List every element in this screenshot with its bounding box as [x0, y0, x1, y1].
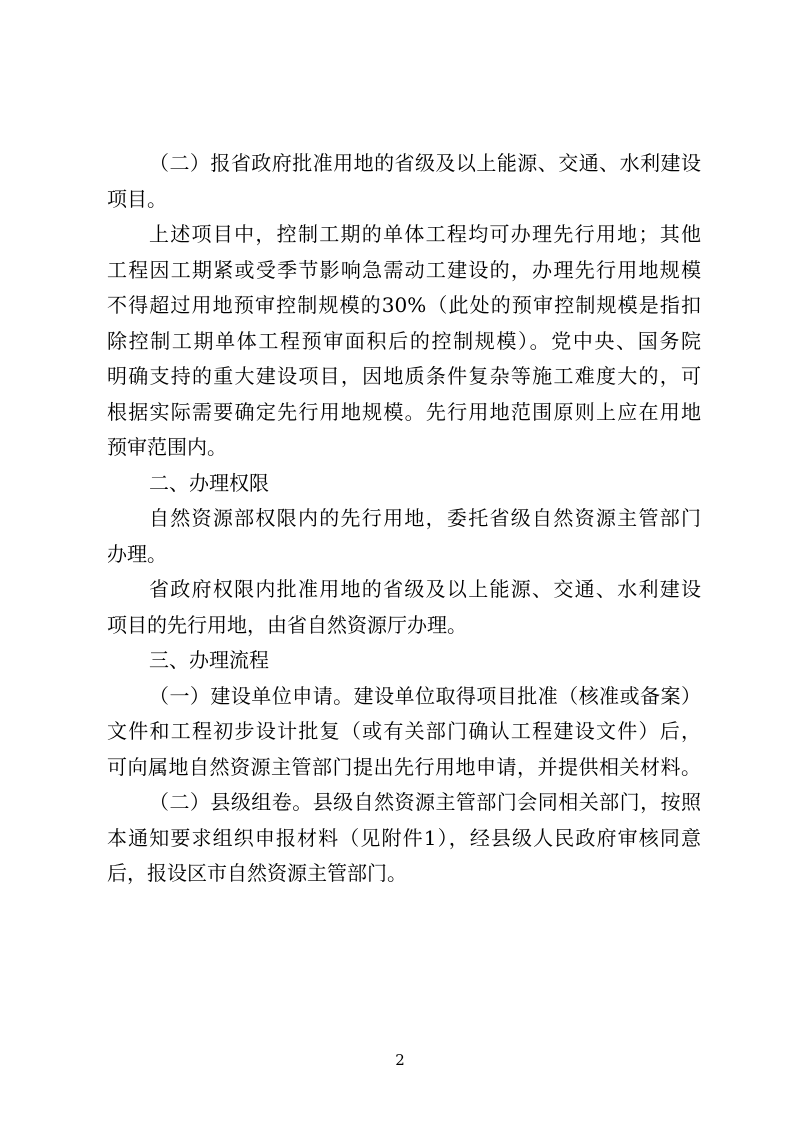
text-line: 后，报设区市自然资源主管部门。 [107, 861, 407, 885]
text-line: 上述项目中，控制工期的单体工程均可办理先行用地；其他 [149, 222, 701, 246]
paragraph-approval-projects [107, 146, 701, 217]
text-line: 本通知要求组织申报材料（见附件1），经县级人民政府审核同意 [107, 825, 701, 850]
text-line: 办理。 [107, 541, 167, 566]
section-heading-authority [107, 466, 701, 502]
paragraph-applicant-request [107, 679, 701, 786]
paragraph-ministry-authority [107, 501, 701, 572]
text-line: 工程因工期紧或受季节影响急需动工建设的，办理先行用地规模 [107, 257, 701, 282]
text-line: 项目。 [107, 186, 167, 211]
paragraph-scale-rules [107, 217, 701, 466]
text-line: 自然资源部权限内的先行用地，委托省级自然资源主管部门 [149, 506, 701, 530]
text-line: （二）县级组卷。县级自然资源主管部门会同相关部门，按照 [149, 790, 701, 814]
section-heading: 二、办理权限 [149, 470, 269, 495]
text-line: 可向属地自然资源主管部门提出先行用地申请，并提供相关材料。 [107, 754, 701, 779]
section-heading-process [107, 643, 701, 679]
paragraph-province-authority [107, 572, 701, 643]
text-line: （一）建设单位申请。建设单位取得项目批准（核准或备案） [149, 683, 701, 708]
text-line: （二）报省政府批准用地的省级及以上能源、交通、水利建设 [149, 151, 701, 175]
text-line: 项目的先行用地，由省自然资源厅办理。 [107, 612, 467, 637]
text-line: 文件和工程初步设计批复（或有关部门确认工程建设文件）后， [107, 719, 701, 743]
page-number: 2 [395, 1051, 405, 1069]
paragraph-county-filing [107, 785, 701, 892]
text-line: 不得超过用地预审控制规模的30%（此处的预审控制规模是指扣 [107, 293, 701, 317]
text-line: 明确支持的重大建设项目，因地质条件复杂等施工难度大的，可 [107, 364, 701, 388]
text-line: 根据实际需要确定先行用地规模。先行用地范围原则上应在用地 [107, 399, 701, 424]
text-line: 除控制工期单体工程预审面积后的控制规模）。党中央、国务院 [107, 328, 701, 353]
section-heading: 三、办理流程 [149, 648, 269, 672]
text-line: 预审范围内。 [107, 435, 227, 459]
body-text [107, 146, 701, 892]
text-line: 省政府权限内批准用地的省级及以上能源、交通、水利建设 [149, 577, 701, 601]
